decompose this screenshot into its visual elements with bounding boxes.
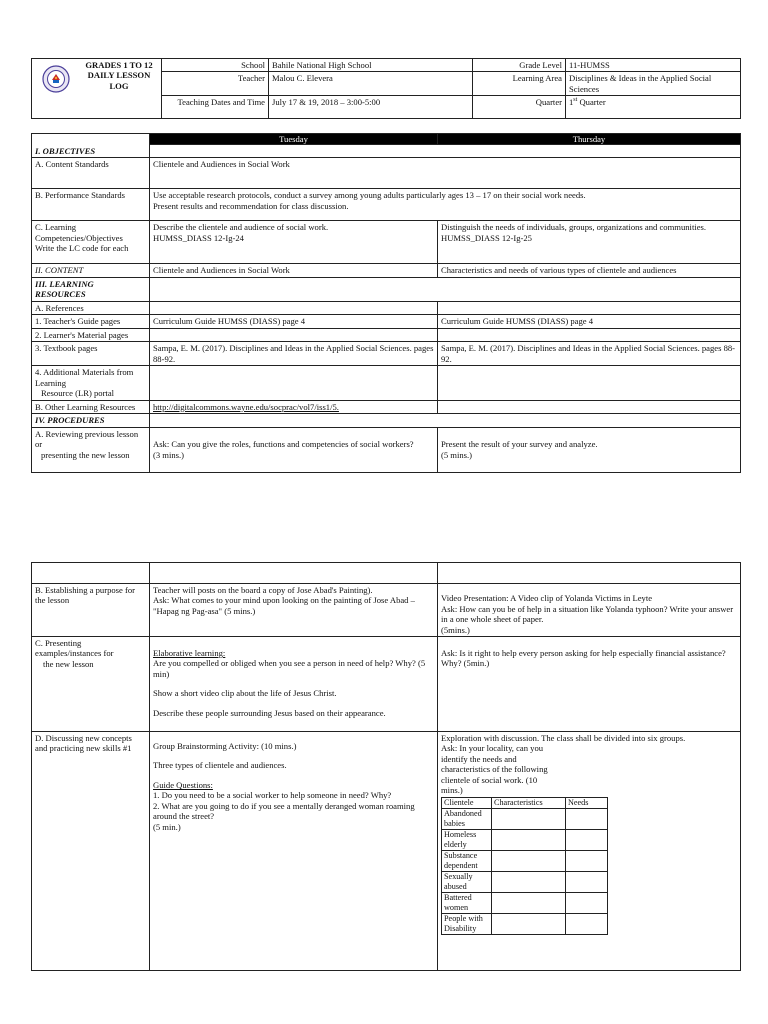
references-thursday	[438, 301, 741, 314]
purpose-tuesday	[150, 584, 438, 637]
needs-cell[interactable]	[566, 850, 608, 871]
purpose-label: B. Establishing a purpose for the lesson	[32, 584, 150, 637]
table-row	[442, 808, 608, 829]
continued-blank-thursday	[438, 563, 741, 584]
purpose-thursday-video: Video Presentation: A Video clip of Yolanda Victims in Leyte	[441, 593, 653, 604]
content-standards-value: Clientele and Audiences in Social Work	[150, 158, 741, 189]
needs-cell[interactable]	[566, 871, 608, 892]
discussing-tuesday-types: Three types of clientele and audiences.	[153, 760, 287, 771]
clientele-cell: Sexually abused	[442, 871, 492, 892]
learners-material-label: 2. Learner's Material pages	[32, 328, 150, 341]
characteristics-cell[interactable]	[492, 892, 566, 913]
quarter-number: 1	[569, 97, 574, 108]
presenting-label-line2: the new lesson	[43, 658, 94, 669]
textbook-thursday: Sampa, E. M. (2017). Disciplines and Ideas in the Applied Social Sciences. pages 88-92.	[438, 342, 741, 366]
table-row	[442, 913, 608, 934]
characteristics-cell[interactable]	[492, 871, 566, 892]
reviewing-label-line1: A. Reviewing previous lesson or	[35, 428, 139, 450]
header-logo-cell	[32, 59, 162, 119]
guide-questions-label: Guide Questions:	[153, 779, 213, 790]
learning-area-label: Learning Area	[473, 72, 566, 96]
clientele-cell: Homeless elderly	[442, 829, 492, 850]
table-row	[442, 892, 608, 913]
header-table	[31, 58, 741, 119]
table-row	[442, 850, 608, 871]
reviewing-thursday	[438, 427, 741, 472]
grade-level-value: 11-HUMSS	[566, 59, 741, 72]
gap	[153, 771, 434, 780]
reviewing-label-line2: presenting the new lesson	[41, 449, 130, 460]
presenting-tuesday-heading	[153, 638, 434, 658]
corner-cell	[32, 134, 150, 145]
reviewing-label	[32, 427, 150, 472]
references-label: A. References	[32, 301, 150, 314]
competencies-thursday-code: HUMSS_DIASS 12-Ig-25	[441, 232, 532, 243]
purpose-thursday-time: (5mins.)	[441, 624, 470, 635]
reviewing-tuesday-ask: Ask: Can you give the roles, functions and competencies of social workers?	[153, 439, 414, 450]
discussing-tuesday	[150, 732, 438, 971]
needs-cell[interactable]	[566, 808, 608, 829]
discussing-thursday-exploration: Exploration with discussion. The class shall be divided into six groups.	[441, 733, 686, 743]
purpose-tuesday-line2: Ask: What comes to your mind upon looking on the painting of Jose Abad – "Hapag ng Pag-asa" (5 mins.)	[153, 595, 415, 616]
competencies-tuesday-code: HUMSS_DIASS 12-Ig-24	[153, 232, 244, 243]
other-resources-label: B. Other Learning Resources	[32, 400, 150, 413]
characteristics-cell[interactable]	[492, 808, 566, 829]
learners-material-thursday	[438, 328, 741, 341]
presenting-tuesday-question: Are you compelled or obliged when you see a person in need of help? Why? (5 min)	[153, 658, 426, 679]
presenting-tuesday	[150, 637, 438, 732]
school-label: School	[162, 59, 269, 72]
learners-material-tuesday	[150, 328, 438, 341]
table-row	[442, 871, 608, 892]
additional-materials-tuesday	[150, 366, 438, 400]
presenting-label	[32, 637, 150, 732]
teacher-value: Malou C. Elevera	[269, 72, 473, 96]
log-title: DAILY LESSON LOG	[87, 70, 151, 91]
continued-blank-tuesday	[150, 563, 438, 584]
discussing-thursday-ask: Ask: In your locality, can you identify the needs and characteristics of the following clientele of social work. (10 mins.)	[441, 743, 548, 796]
gap	[153, 751, 434, 760]
reviewing-thursday-text: Present the result of your survey and analyze.	[441, 439, 598, 450]
characteristics-cell[interactable]	[492, 829, 566, 850]
clientele-table	[441, 797, 608, 935]
competencies-label-line2: Write the LC code for each	[35, 243, 129, 254]
competencies-label-line1: C. Learning Competencies/Objectives	[35, 222, 123, 243]
guide-questions-time: (5 min.)	[153, 821, 181, 832]
dates-label: Teaching Dates and Time	[162, 96, 269, 119]
guide-question-2: 2. What are you going to do if you see a mentally deranged woman roaming around the street?	[153, 800, 415, 822]
quarter-word: Quarter	[579, 97, 606, 108]
characteristics-header: Characteristics	[492, 797, 566, 808]
presenting-label-line1: C. Presenting examples/instances for	[35, 638, 114, 659]
elaborative-learning-label: Elaborative learning:	[153, 648, 226, 658]
learning-area-value: Disciplines & Ideas in the Applied Social Sciences	[566, 72, 741, 96]
presenting-thursday-ask: Ask: Is it right to help every person asking for help especially financial assistance? Why? (5min.)	[441, 648, 726, 669]
content-label: II. CONTENT	[32, 264, 150, 277]
section-learning-resources: III. LEARNING RESOURCES	[32, 277, 150, 301]
clientele-header: Clientele	[442, 797, 492, 808]
performance-standards-label: B. Performance Standards	[32, 189, 150, 221]
quarter-label: Quarter	[473, 96, 566, 119]
procedures-spacer	[150, 414, 741, 427]
other-resources-tuesday	[150, 400, 438, 413]
reviewing-thursday-time: (5 mins.)	[441, 449, 473, 460]
clientele-cell: Battered women	[442, 892, 492, 913]
additional-materials-line1: 4. Additional Materials from Learning	[35, 367, 134, 388]
section-objectives: I. OBJECTIVES	[32, 145, 150, 158]
clientele-cell: People with Disability	[442, 913, 492, 934]
teachers-guide-tuesday: Curriculum Guide HUMSS (DIASS) page 4	[150, 315, 438, 328]
purpose-thursday	[438, 584, 741, 637]
additional-materials-line2: Resource (LR) portal	[41, 388, 115, 399]
dates-value: July 17 & 19, 2018 – 3:00-5:00	[269, 96, 473, 119]
needs-cell[interactable]	[566, 892, 608, 913]
table-row	[442, 829, 608, 850]
characteristics-cell[interactable]	[492, 850, 566, 871]
content-standards-label: A. Content Standards	[32, 158, 150, 189]
other-resources-link[interactable]: http://digitalcommons.wayne.edu/socprac/vol7/iss1/5.	[153, 401, 339, 412]
teacher-label: Teacher	[162, 72, 269, 96]
content-tuesday: Clientele and Audiences in Social Work	[150, 264, 438, 277]
discussing-thursday	[438, 732, 741, 971]
additional-materials-thursday	[438, 366, 741, 400]
needs-header: Needs	[566, 797, 608, 808]
discussing-label: D. Discussing new concepts and practicing new skills #1	[32, 732, 150, 971]
objectives-spacer	[150, 145, 741, 158]
lesson-log-table-continued	[31, 562, 741, 971]
teachers-guide-label: 1. Teacher's Guide pages	[32, 315, 150, 328]
discussing-tuesday-activity: Group Brainstorming Activity: (10 mins.)	[153, 741, 297, 751]
day-header-tuesday: Tuesday	[150, 134, 438, 145]
lesson-log-table	[31, 133, 741, 473]
presenting-tuesday-video: Show a short video clip about the life of Jesus Christ.	[153, 688, 337, 699]
presenting-tuesday-describe: Describe these people surrounding Jesus based on their appearance.	[153, 707, 386, 718]
continued-blank-label	[32, 563, 150, 584]
references-tuesday	[150, 301, 438, 314]
competencies-thursday	[438, 221, 741, 264]
reviewing-tuesday	[150, 427, 438, 472]
textbook-tuesday: Sampa, E. M. (2017). Disciplines and Ideas in the Applied Social Sciences. pages 88-92.	[150, 342, 438, 366]
day-header-thursday: Thursday	[438, 134, 741, 145]
section-procedures: IV. PROCEDURES	[32, 414, 150, 427]
performance-standards-value	[150, 189, 741, 221]
textbook-label: 3. Textbook pages	[32, 342, 150, 366]
competencies-thursday-text: Distinguish the needs of individuals, groups, organizations and communities.	[441, 222, 707, 233]
grades-label: GRADES 1 TO 12	[85, 60, 153, 70]
presenting-thursday	[438, 637, 741, 732]
purpose-tuesday-line1: Teacher will posts on the board a copy of Jose Abad's Painting).	[153, 585, 373, 595]
clientele-table-header	[442, 797, 608, 808]
learning-resources-spacer	[150, 277, 741, 301]
characteristics-cell[interactable]	[492, 913, 566, 934]
quarter-value	[566, 96, 741, 119]
content-thursday: Characteristics and needs of various types of clientele and audiences	[438, 264, 741, 277]
competencies-tuesday	[150, 221, 438, 264]
needs-cell[interactable]	[566, 913, 608, 934]
gap	[153, 679, 434, 688]
competencies-tuesday-text: Describe the clientele and audience of social work.	[153, 222, 329, 233]
performance-standards-line1: Use acceptable research protocols, conduct a survey among young adults particularly ages 13 – 17 on their social work needs.	[153, 190, 586, 201]
additional-materials-label	[32, 366, 150, 400]
quarter-suffix: st	[573, 97, 578, 104]
grade-level-label: Grade Level	[473, 59, 566, 72]
needs-cell[interactable]	[566, 829, 608, 850]
reviewing-tuesday-time: (3 mins.)	[153, 449, 185, 460]
gap	[153, 699, 434, 708]
clientele-cell: Abandoned babies	[442, 808, 492, 829]
competencies-label	[32, 221, 150, 264]
clientele-cell: Substance dependent	[442, 850, 492, 871]
performance-standards-line2: Present results and recommendation for class discussion.	[153, 200, 349, 211]
teachers-guide-thursday: Curriculum Guide HUMSS (DIASS) page 4	[438, 315, 741, 328]
guide-question-1: 1. Do you need to be a social worker to help someone in need? Why?	[153, 790, 392, 801]
school-value: Bahile National High School	[269, 59, 473, 72]
purpose-thursday-ask: Ask: How can you be of help in a situation like Yolanda typhoon? Write your answer in a one whole sheet of paper.	[441, 603, 734, 625]
deped-seal-icon	[42, 65, 70, 93]
other-resources-thursday	[438, 400, 741, 413]
